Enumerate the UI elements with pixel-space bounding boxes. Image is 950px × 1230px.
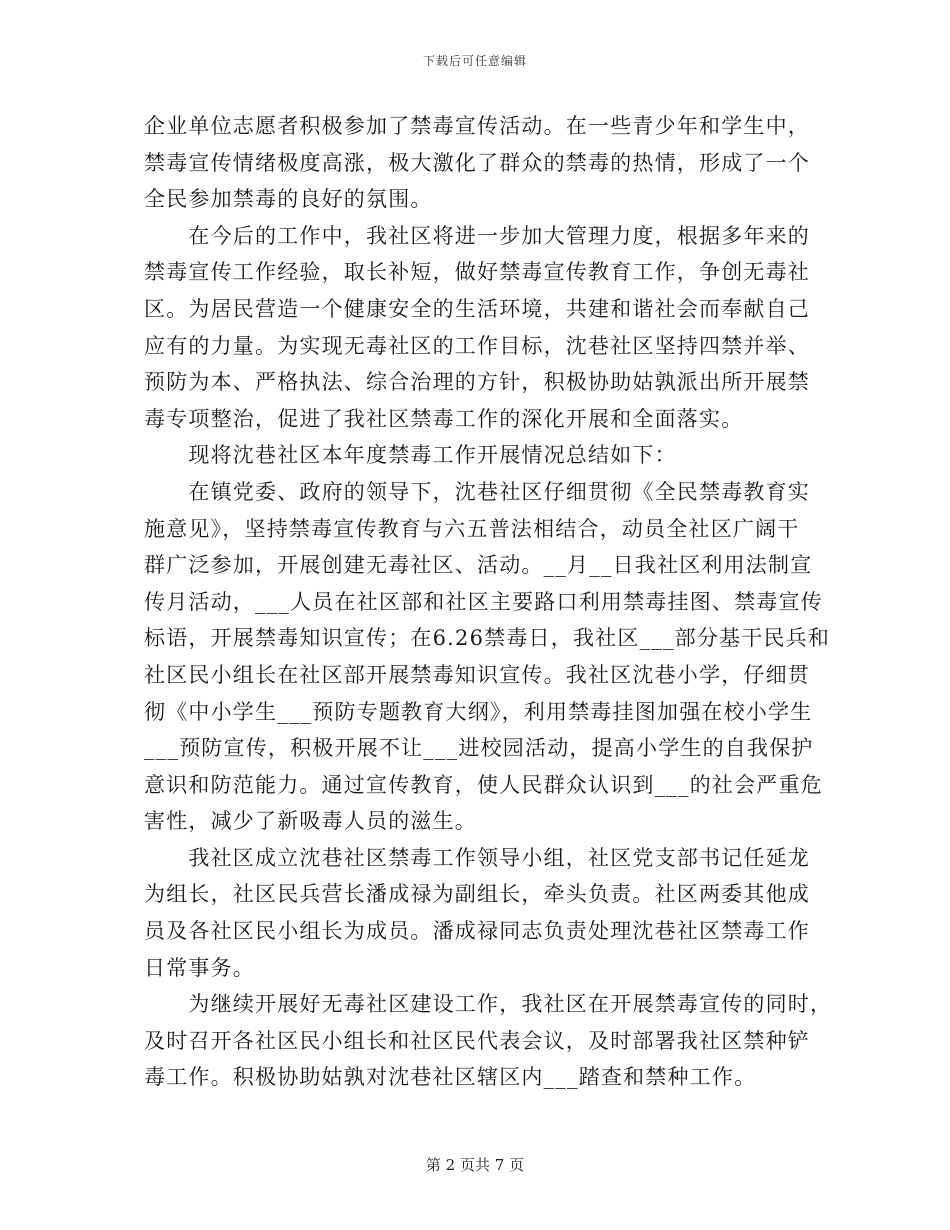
text-line: 现将沈巷社区本年度禁毒工作开展情况总结如下： <box>144 443 677 468</box>
text-line: 传月活动，___人员在社区部和社区主要路口利用禁毒挂图、禁毒宣传 <box>144 589 823 614</box>
text-line: 为继续开展好无毒社区建设工作，我社区在开展禁毒宣传的同时， <box>144 992 833 1017</box>
text-line: ___预防宣传，积极开展不让___进校园活动，提高小学生的自我保护 <box>144 736 814 761</box>
text-line: 在今后的工作中，我社区将进一步加大管理力度，根据多年来的 <box>144 223 810 248</box>
text-line: 预防为本、严格执法、综合治理的方针，积极协助姑孰派出所开展禁 <box>144 370 810 395</box>
text-line: 意识和防范能力。通过宣传教育，使人民群众认识到___的社会严重危 <box>144 772 823 797</box>
text-line: 员及各社区民小组长为成员。潘成禄同志负责处理沈巷社区禁毒工作 <box>144 919 810 944</box>
text-line: 禁毒宣传工作经验，取长补短，做好禁毒宣传教育工作，争创无毒社 <box>144 260 810 285</box>
text-line: 全民参加禁毒的良好的氛围。 <box>144 187 433 212</box>
text-line: 在镇党委、政府的领导下，沈巷社区仔细贯彻《全民禁毒教育实 <box>144 479 810 504</box>
text-line: 我社区成立沈巷社区禁毒工作领导小组，社区党支部书记任延龙 <box>144 845 810 870</box>
document-body <box>144 108 833 1096</box>
text-line: 群广泛参加，开展创建无毒社区、活动。__月__日我社区利用法制宣 <box>144 553 813 578</box>
text-line: 为组长，社区民兵营长潘成禄为副组长，牵头负责。社区两委其他成 <box>144 882 810 907</box>
text-line: 标语，开展禁毒知识宣传；在6.26禁毒日，我社区___部分基干民兵和 <box>144 626 831 651</box>
text-line: 禁毒宣传情绪极度高涨，极大激化了群众的禁毒的热情，形成了一个 <box>144 150 810 175</box>
text-line: 社区民小组长在社区部开展禁毒知识宣传。我社区沈巷小学，仔细贯 <box>144 662 810 687</box>
page-number: 第 2 页共 7 页 <box>425 1156 525 1174</box>
text-line: 日常事务。 <box>144 955 255 980</box>
text-line: 毒工作。积极协助姑孰对沈巷社区辖区内___踏查和禁种工作。 <box>144 1065 757 1090</box>
text-line: 企业单位志愿者积极参加了禁毒宣传活动。在一些青少年和学生中， <box>144 114 810 138</box>
text-line: 彻《中小学生___预防专题教育大纲》，利用禁毒挂图加强在校小学生 <box>144 699 813 724</box>
page-header: 下载后可任意编辑 <box>422 54 527 68</box>
text-line: 应有的力量。为实现无毒社区的工作目标，沈巷社区坚持四禁并举、 <box>144 333 810 358</box>
text-line: 毒专项整治，促进了我社区禁毒工作的深化开展和全面落实。 <box>144 406 744 431</box>
text-line: 及时召开各社区民小组长和社区民代表会议，及时部署我社区禁种铲 <box>144 1028 810 1053</box>
text-line: 害性，减少了新吸毒人员的滋生。 <box>144 809 477 834</box>
text-line: 施意见》，坚持禁毒宣传教育与六五普法相结合，动员全社区广阔干 <box>144 516 800 541</box>
text-line: 区。为居民营造一个健康安全的生活环境，共建和谐社会而奉献自己 <box>144 296 810 321</box>
